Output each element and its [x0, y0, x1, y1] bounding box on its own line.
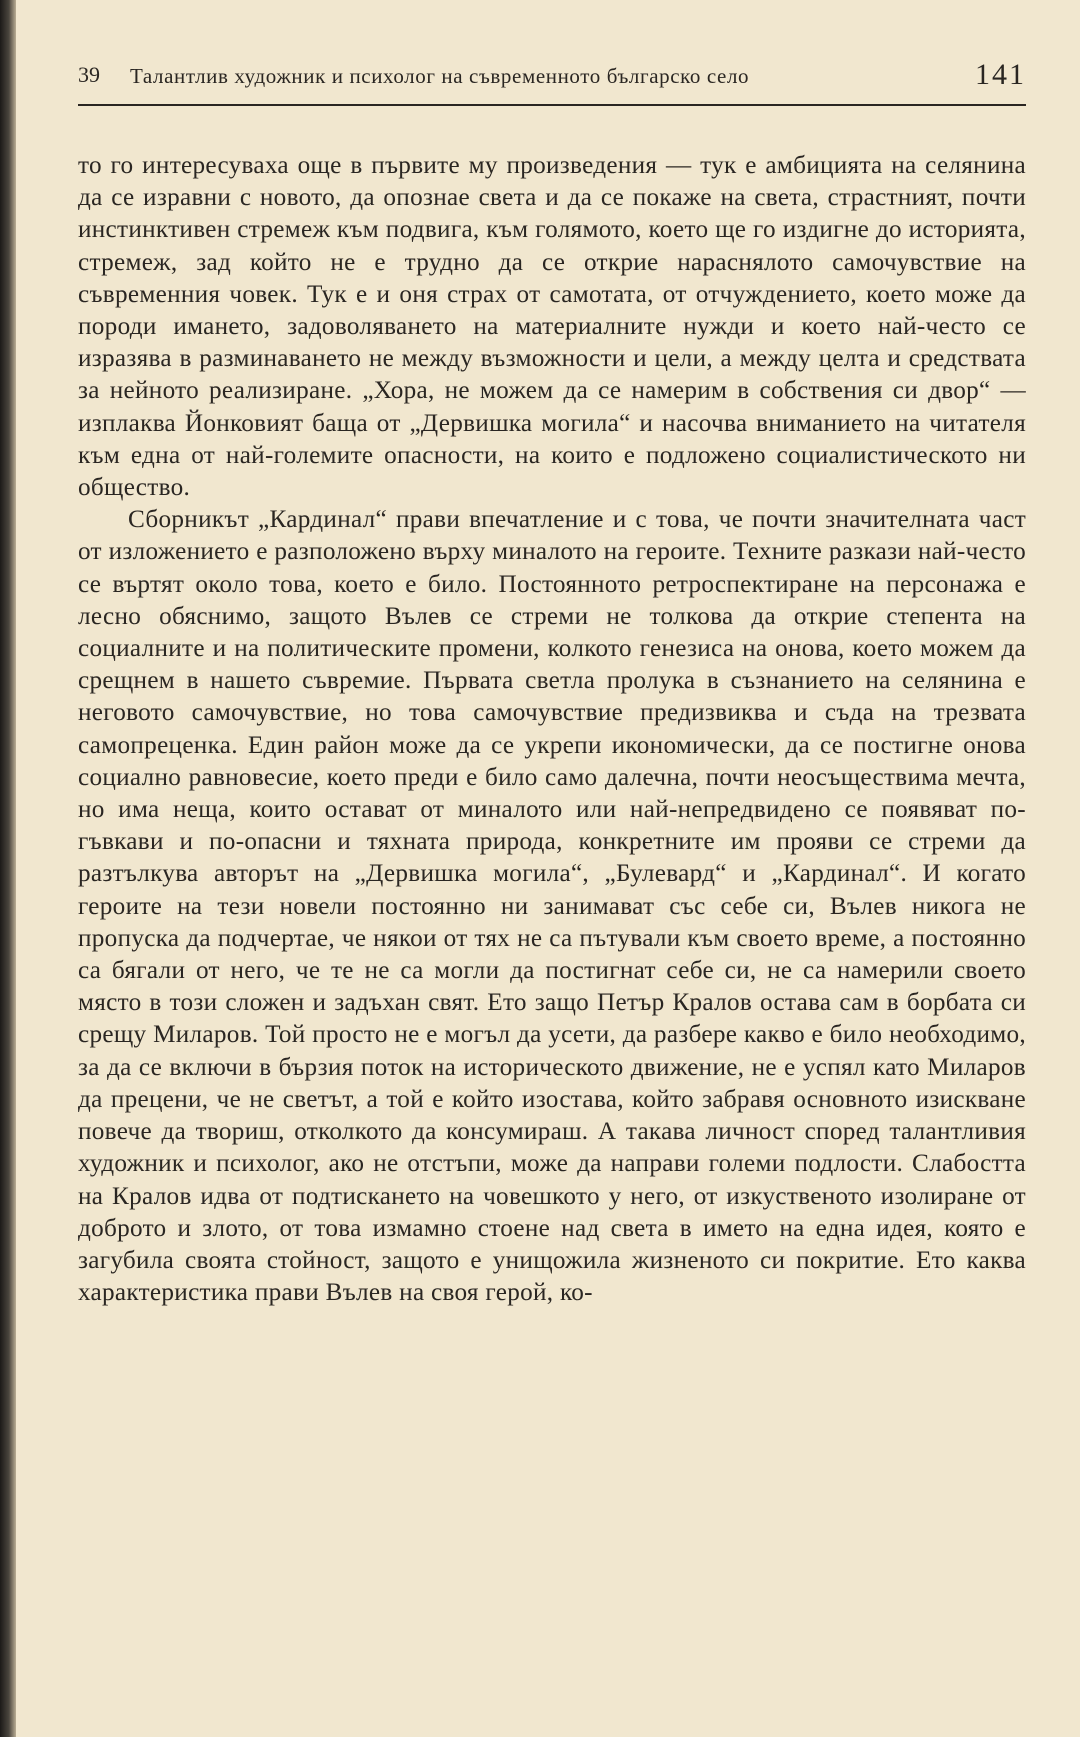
body-text: [78, 150, 1026, 1309]
page-number: 141: [975, 58, 1026, 91]
book-page: [78, 58, 1026, 1718]
paragraph-1: то го интересуваха още в първите му произведения — тук е амбицията на селянина да се изравни с новото, да опознае света и да се покаже на света, страстният, почти инстинктивен стремеж към подвига, към голямото, което ще го издигне до историята, стремеж, зад който не е трудно да се открие нараснялото самочувствие на съвременния човек. Тук е и оня страх от самотата, от отчуждението, което може да породи имането, задоволяването на материалните нужди и което най-често се изразява в разминаването не между възможности и цели, а между целта и средствата за нейното реализиране. „Хора, не можем да се намерим в собствения си двор“ — изплаква Йонковият баща от „Дервишка могила“ и насочва вниманието на читателя към една от най-големите опасности, на които е подложено социалистическото ни общество.: [78, 152, 1026, 502]
running-head: [78, 58, 1026, 106]
chapter-number: 39: [78, 62, 100, 87]
running-head-title: Талантлив художник и психолог на съвременното българско село: [130, 64, 750, 88]
book-binding-shadow: [0, 0, 16, 1737]
paragraph-2: Сборникът „Кардинал“ прави впечатление и с това, че почти значителната част от изложението е разположено върху миналото на героите. Техните разкази най-често се въртят около това, което е било. Постоянното ретроспектиране на персонажа е лесно обяснимо, защото Вълев се стреми не толкова да открие степента на социалните и на политическите промени, колкото генезиса на онова, което можем да срещнем в нашето съвремие. Първата светла пролука в съзнанието на селянина е неговото самочувствие, но това самочувствие предизвиква и съда на трезвата самопреценка. Един район може да се укрепи икономически, да се постигне онова социално равновесие, което преди е било само далечна, почти неосъществима мечта, но има неща, които остават от миналото или най-непредвидено се появяват по-гъвкави и по-опасни и тяхната природа, конкретните им прояви се стреми да разтълкува авторът на „Дервишка могила“, „Булевард“ и „Кардинал“. И когато героите на тези новели постоянно ни занимават със себе си, Вълев никога не пропуска да подчертае, че някои от тях не са пътували към своето време, а постоянно са бягали от него, че те не са могли да постигнат себе си, не са намерили своето място в този сложен и задъхан свят. Ето защо Петър Кралов остава сам в борбата си срещу Миларов. Той просто не е могъл да усети, да разбере какво е било необходимо, за да се включи в бързия поток на историческото движение, не е успял като Миларов да прецени, че не светът, а той е който изостава, който забравя основното изискване повече да твориш, отколкото да консумираш. А такава личност според талантливия художник и психолог, ако не отстъпи, може да направи големи подлости. Слабостта на Кралов идва от подтискането на човешкото у него, от изкуственото изолиране от доброто и злото, от това измамно стоене над света в името на една идея, която е загубила своята стойност, защото е унищожила жизненото си покритие. Ето каква характеристика прави Вълев на своя герой, ко-: [78, 506, 1026, 1307]
